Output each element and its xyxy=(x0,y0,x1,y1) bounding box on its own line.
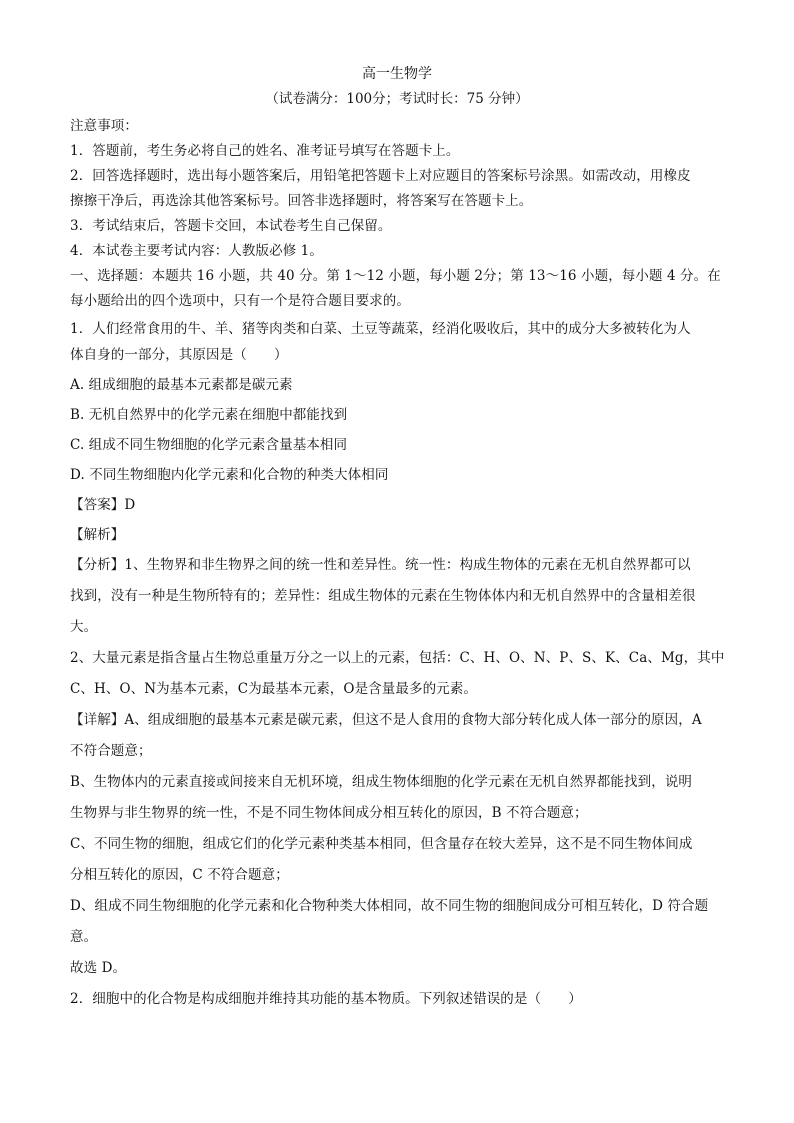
document-body xyxy=(70,114,725,1015)
question-stem: 2．细胞中的化合物是构成细胞并维持其功能的基本物质。下列叙述错误的是（ ） xyxy=(70,991,582,1007)
question-stem: 体自身的一部分，其原因是（ ） xyxy=(70,347,288,363)
notes-section xyxy=(70,114,725,314)
analysis-line: 【分析】1、生物界和非生物界之间的统一性和差异性。统一性：构成生物体的元素在无机自然界都可以 xyxy=(70,557,691,573)
note-item: 3．考试结束后，答题卡交回，本试卷考生自己保留。 xyxy=(70,218,392,234)
analysis-line: 不符合题意； xyxy=(70,743,152,759)
answer: 【答案】D xyxy=(70,497,136,513)
analysis-line: 意。 xyxy=(70,929,98,945)
note-item: 4．本试卷主要考试内容：人教版必修 1。 xyxy=(70,243,323,259)
option-d: D. 不同生物细胞内化学元素和化合物的种类大体相同 xyxy=(70,467,389,483)
analysis-heading: 【解析】 xyxy=(70,527,125,543)
option-c: C. 组成不同生物细胞的化学元素含量基本相同 xyxy=(70,437,348,453)
exam-info: （试卷满分：100分；考试时长：75 分钟） xyxy=(265,91,529,107)
section-instruction: 每小题给出的四个选项中，只有一个是符合题目要求的。 xyxy=(70,293,410,309)
analysis-line: 【详解】A、组成细胞的最基本元素是碳元素，但这不是人食用的食物大部分转化成人体一部分的原因，A xyxy=(70,712,702,728)
analysis-line: D、组成不同生物细胞的化学元素和化合物种类大体相同，故不同生物的细胞间成分可相互转化，D 符合题 xyxy=(70,898,709,914)
option-a: A. 组成细胞的最基本元素都是碳元素 xyxy=(70,377,293,393)
option-b: B. 无机自然界中的化学元素在细胞中都能找到 xyxy=(70,407,348,423)
analysis-line: 分相互转化的原因，C 不符合题意； xyxy=(70,867,289,883)
note-item: 2．回答选择题时，选出每小题答案后，用铅笔把答题卡上对应题目的答案标号涂黑。如需改动，用橡皮 xyxy=(70,168,691,184)
analysis-line: 2、大量元素是指含量占生物总重量万分之一以上的元素，包括：C、H、O、N、P、S、K、Ca、Mg，其中 xyxy=(70,650,725,666)
question-1 xyxy=(70,316,725,984)
analysis-body xyxy=(70,550,725,984)
analysis-line: 大。 xyxy=(70,619,98,635)
page-title: 高一生物学 xyxy=(362,66,432,82)
analysis-line: B、生物体内的元素直接或间接来自无机环境，组成生物体细胞的化学元素在无机自然界都能找到，说明 xyxy=(70,774,693,790)
note-item: 擦擦干净后，再选涂其他答案标号。回答非选择题时，将答案写在答题卡上。 xyxy=(70,193,533,209)
analysis-line: 故选 D。 xyxy=(70,960,127,976)
analysis-line: C、不同生物的细胞，组成它们的化学元素种类基本相同，但含量存在较大差异，这不是不同生物体间成 xyxy=(70,836,693,852)
note-item: 1．答题前，考生务必将自己的姓名、准考证号填写在答题卡上。 xyxy=(70,143,460,159)
question-stem: 1．人们经常食用的牛、羊、猪等肉类和白菜、土豆等蔬菜，经消化吸收后，其中的成分大多被转化为人 xyxy=(70,321,691,337)
analysis-line: 找到，没有一种是生物所特有的；差异性：组成生物体的元素在生物体体内和无机自然界中的含量相差很 xyxy=(70,588,696,604)
question-2 xyxy=(70,984,725,1015)
section-instruction: 一、选择题：本题共 16 小题，共 40 分。第 1～12 小题，每小题 2分；第 13～16 小题，每小题 4 分。在 xyxy=(70,268,721,284)
analysis-line: 生物界与非生物界的统一性，不是不同生物体间成分相互转化的原因，B 不符合题意； xyxy=(70,805,588,821)
analysis-line: C、H、O、N为基本元素，C为最基本元素，O是含量最多的元素。 xyxy=(70,681,477,697)
notes-heading: 注意事项： xyxy=(70,118,138,134)
